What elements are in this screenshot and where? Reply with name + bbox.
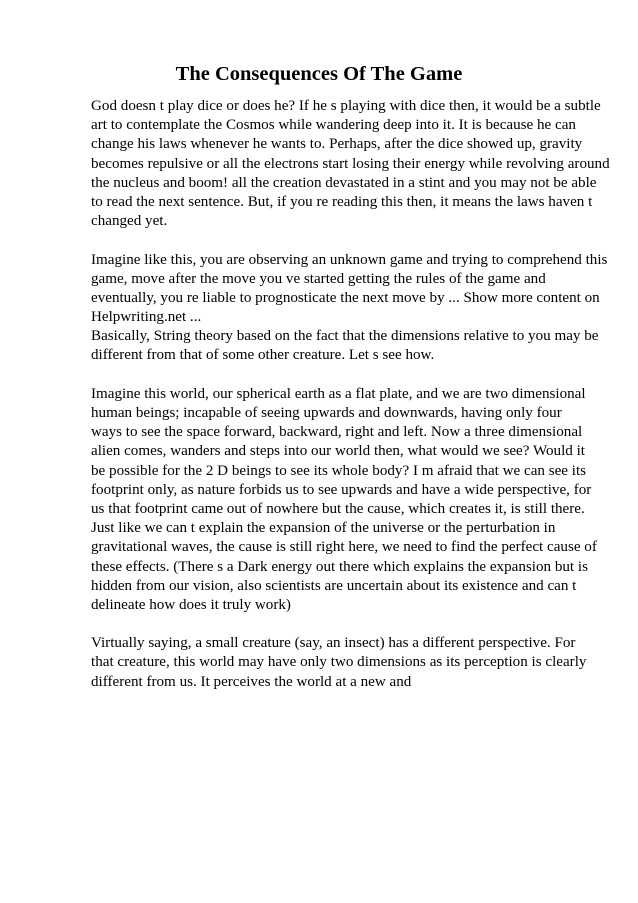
- text-line: game, move after the move you ve started getting the rules of the game and: [91, 270, 546, 287]
- paragraph-gap: [91, 615, 611, 634]
- text-line: footprint only, as nature forbids us to see upwards and have a wide perspective, for: [91, 481, 592, 498]
- paragraph-gap: [91, 366, 611, 385]
- text-line: Just like we can t explain the expansion of the universe or the perturbation in: [91, 520, 556, 537]
- text-line: Helpwriting.net ...: [91, 309, 202, 326]
- text-line: be possible for the 2 D beings to see its whole body? I m afraid that we can see its: [91, 462, 587, 479]
- paragraph: [91, 97, 611, 231]
- text-line: eventually, you re liable to prognosticate the next move by ... Show more content on: [91, 289, 600, 306]
- text-line: to read the next sentence. But, if you re reading this then, it means the laws haven t: [91, 193, 593, 210]
- text-line: different from that of some other creature. Let s see how.: [91, 347, 435, 364]
- document-title: The Consequences Of The Game: [175, 63, 463, 85]
- text-line: changed yet.: [91, 213, 168, 230]
- text-line: Basically, String theory based on the fact that the dimensions relative to you may be: [91, 328, 599, 345]
- text-line: Imagine like this, you are observing an unknown game and trying to comprehend this: [91, 251, 608, 268]
- text-line: Virtually saying, a small creature (say, an insect) has a different perspective. For: [91, 635, 576, 652]
- text-line: ways to see the space forward, backward, right and left. Now a three dimensional: [91, 424, 583, 441]
- paragraph: [91, 634, 611, 692]
- text-line: delineate how does it truly work): [91, 596, 291, 613]
- text-line: gravitational waves, the cause is still right here, we need to find the perfect cause of: [91, 539, 597, 556]
- text-line: God doesn t play dice or does he? If he s playing with dice then, it would be a subtle: [91, 98, 601, 114]
- text-line: art to contemplate the Cosmos while wandering deep into it. It is because he can: [91, 117, 576, 134]
- text-line: hidden from our vision, also scientists are uncertain about its existence and can t: [91, 577, 577, 594]
- text-line: Imagine this world, our spherical earth as a flat plate, and we are two dimensional: [91, 385, 586, 402]
- text-line: that creature, this world may have only two dimensions as its perception is clearly: [91, 654, 587, 671]
- text-line: the nucleus and boom! all the creation devastated in a stint and you may not be able: [91, 174, 597, 191]
- text-line: becomes repulsive or all the electrons start losing their energy while revolving around: [91, 155, 610, 172]
- paragraph: [91, 385, 611, 615]
- paragraph-gap: [91, 231, 611, 250]
- text-line: these effects. (There s a Dark energy out there which explains the expansion but is: [91, 558, 588, 575]
- text-line: different from us. It perceives the world at a new and: [91, 673, 412, 690]
- text-line: human beings; incapable of seeing upwards and downwards, having only four: [91, 405, 562, 421]
- document-body: [91, 97, 611, 692]
- text-line: change his laws whenever he wants to. Perhaps, after the dice showed up, gravity: [91, 136, 583, 153]
- text-line: alien comes, wanders and steps into our world then, what would we see? Would it: [91, 443, 585, 460]
- text-line: us that footprint came out of nowhere but the cause, which creates it, is still there.: [91, 500, 585, 517]
- paragraph: [91, 251, 611, 366]
